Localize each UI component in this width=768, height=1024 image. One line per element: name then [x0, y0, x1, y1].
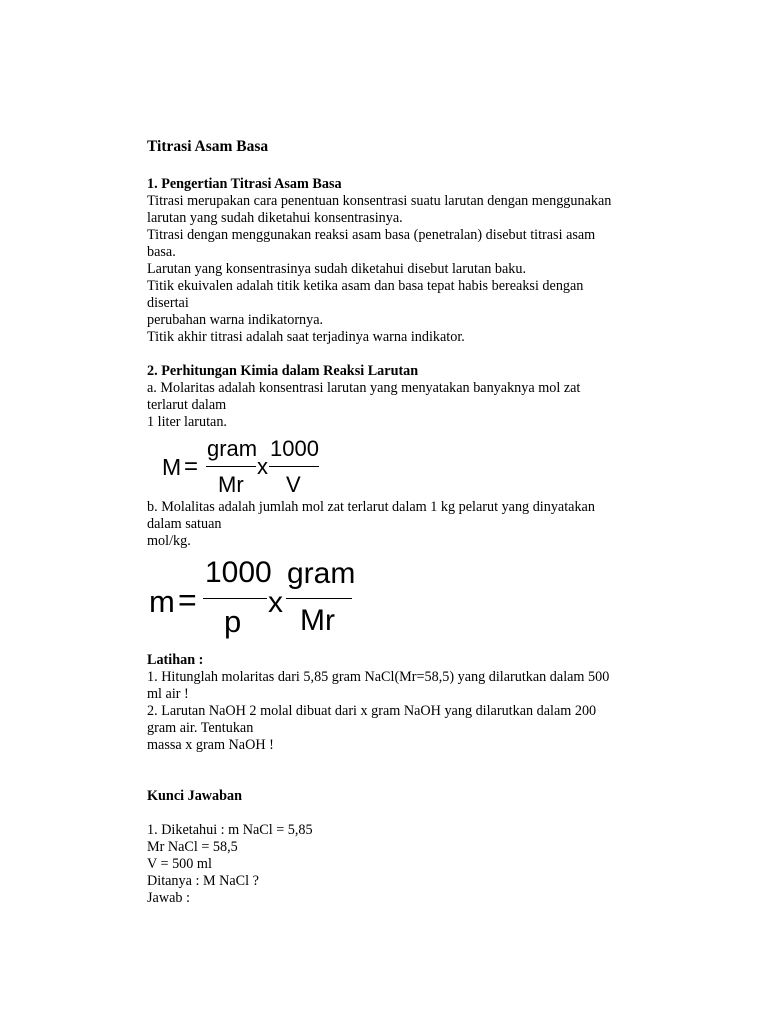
fraction-bar: [203, 598, 267, 599]
paragraph-line: 1 liter larutan.: [147, 414, 227, 430]
paragraph-line: a. Molaritas adalah konsentrasi larutan yang menyatakan banyaknya mol zat: [147, 380, 581, 396]
formula-denominator: Mr: [300, 604, 335, 637]
paragraph-line: mol/kg.: [147, 533, 191, 549]
formula-equals: =: [178, 582, 197, 618]
section-perhitungan: [147, 363, 667, 646]
fraction-bar: [286, 598, 352, 599]
formula-denominator: p: [224, 604, 242, 639]
paragraph-line: Titrasi dengan menggunakan reaksi asam basa (penetralan) disebut titrasi asam: [147, 227, 596, 243]
paragraph-line: gram air. Tentukan: [147, 720, 254, 736]
section-latihan: [147, 652, 667, 754]
paragraph-line: Titrasi merupakan cara penentuan konsentrasi suatu larutan dengan menggunakan: [147, 193, 612, 209]
paragraph-line: dalam satuan: [147, 516, 222, 532]
paragraph-line: V = 500 ml: [147, 856, 212, 872]
section-kunci-jawaban: [147, 788, 667, 907]
paragraph-line: Mr NaCl = 58,5: [147, 839, 238, 855]
paragraph-line: massa x gram NaOH !: [147, 737, 274, 753]
formula-molalitas: [147, 558, 667, 646]
formula-numerator: gram: [287, 557, 356, 590]
paragraph-line: b. Molalitas adalah jumlah mol zat terlarut dalam 1 kg pelarut yang dinyatakan: [147, 499, 595, 515]
formula-denominator: Mr: [218, 472, 244, 497]
document-content: [147, 138, 667, 907]
paragraph-line: larutan yang sudah diketahui konsentrasinya.: [147, 210, 403, 226]
paragraph-line: disertai: [147, 295, 189, 311]
section-pengertian: [147, 176, 667, 346]
formula-times: x: [268, 586, 283, 619]
formula-numerator: 1000: [270, 436, 319, 461]
paragraph-line: basa.: [147, 244, 176, 260]
paragraph-line: Ditanya : M NaCl ?: [147, 873, 259, 889]
formula-molaritas: [162, 436, 667, 499]
formula-equals: =: [184, 453, 199, 480]
formula-denominator: V: [286, 472, 301, 497]
document-title: Titrasi Asam Basa: [147, 138, 269, 155]
formula-lhs: m: [149, 584, 175, 619]
section-heading: Latihan :: [147, 652, 204, 668]
section-heading: Kunci Jawaban: [147, 788, 243, 804]
paragraph-line: Titik ekuivalen adalah titik ketika asam dan basa tepat habis bereaksi dengan: [147, 278, 584, 294]
section-heading: 1. Pengertian Titrasi Asam Basa: [147, 176, 342, 192]
fraction-bar: [269, 466, 319, 467]
paragraph-line: Larutan yang konsentrasinya sudah diketahui disebut larutan baku.: [147, 261, 527, 277]
paragraph-line: 2. Larutan NaOH 2 molal dibuat dari x gram NaOH yang dilarutkan dalam 200: [147, 703, 597, 719]
paragraph-line: Jawab :: [147, 890, 190, 906]
paragraph-line: perubahan warna indikatornya.: [147, 312, 324, 328]
section-heading: 2. Perhitungan Kimia dalam Reaksi Larutan: [147, 363, 419, 379]
formula-numerator: gram: [207, 436, 258, 461]
paragraph-line: terlarut dalam: [147, 397, 227, 413]
paragraph-line: 1. Hitunglah molaritas dari 5,85 gram NaCl(Mr=58,5) yang dilarutkan dalam 500: [147, 669, 610, 685]
paragraph-line: ml air !: [147, 686, 189, 702]
formula-lhs: M: [162, 454, 182, 480]
formula-times: x: [257, 454, 268, 479]
paragraph-line: 1. Diketahui : m NaCl = 5,85: [147, 822, 313, 838]
fraction-bar: [206, 466, 256, 467]
formula-numerator: 1000: [205, 556, 272, 589]
paragraph-line: Titik akhir titrasi adalah saat terjadinya warna indikator.: [147, 329, 465, 345]
